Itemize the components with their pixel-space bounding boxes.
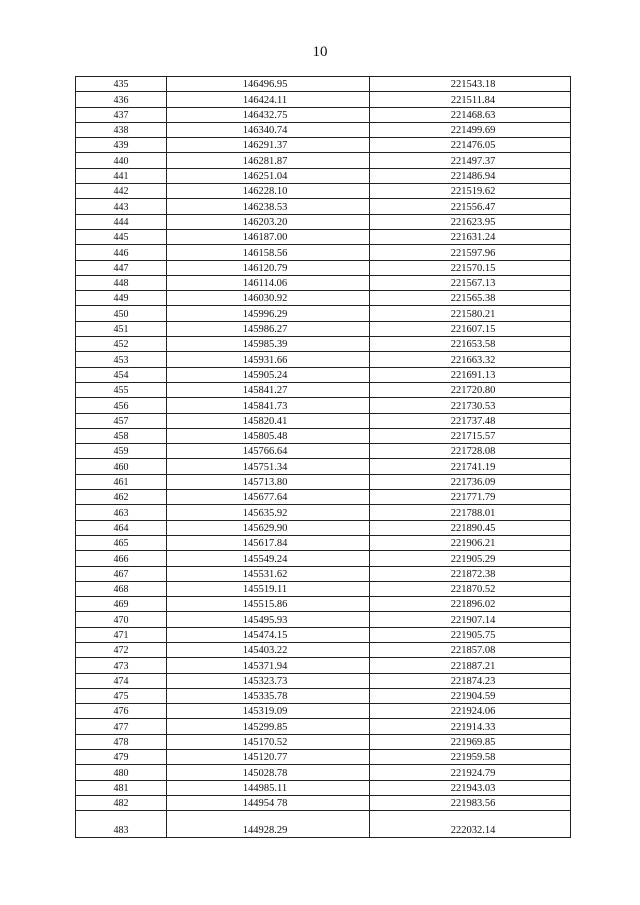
x-coordinate-cell: 145531.62 [167,566,370,581]
table-row [76,77,571,92]
y-coordinate-cell: 221623.95 [370,214,571,229]
point-number-cell: 471 [76,627,167,642]
x-coordinate-cell: 146496.95 [167,77,370,92]
point-number-cell: 459 [76,444,167,459]
x-coordinate-cell: 145170.52 [167,734,370,749]
point-number-cell: 456 [76,398,167,413]
point-number-cell: 466 [76,551,167,566]
x-coordinate-cell: 145751.34 [167,459,370,474]
x-coordinate-cell: 146228.10 [167,184,370,199]
y-coordinate-cell: 221737.48 [370,413,571,428]
point-number-cell: 474 [76,673,167,688]
x-coordinate-cell: 145519.11 [167,581,370,596]
point-number-cell: 450 [76,306,167,321]
y-coordinate-cell: 221728.08 [370,444,571,459]
y-coordinate-cell: 221969.85 [370,734,571,749]
x-coordinate-cell: 145986.27 [167,321,370,336]
x-coordinate-cell: 146238.53 [167,199,370,214]
y-coordinate-cell: 221896.02 [370,597,571,612]
y-coordinate-cell: 221468.63 [370,107,571,122]
table-row [76,245,571,260]
x-coordinate-cell: 145629.90 [167,520,370,535]
y-coordinate-cell: 221565.38 [370,291,571,306]
y-coordinate-cell: 221486.94 [370,168,571,183]
y-coordinate-cell: 221580.21 [370,306,571,321]
x-coordinate-cell: 145996.29 [167,306,370,321]
y-coordinate-cell: 221959.58 [370,750,571,765]
table-row [76,765,571,780]
table-row [76,581,571,596]
point-number-cell: 476 [76,704,167,719]
x-coordinate-cell: 145677.64 [167,490,370,505]
y-coordinate-cell: 221556.47 [370,199,571,214]
point-number-cell: 449 [76,291,167,306]
point-number-cell: 478 [76,734,167,749]
y-coordinate-cell: 221905.75 [370,627,571,642]
table-row [76,92,571,107]
point-number-cell: 436 [76,92,167,107]
point-number-cell: 442 [76,184,167,199]
point-number-cell: 454 [76,367,167,382]
table-row [76,199,571,214]
y-coordinate-cell: 221741.19 [370,459,571,474]
point-number-cell: 460 [76,459,167,474]
table-row [76,459,571,474]
point-number-cell: 480 [76,765,167,780]
y-coordinate-cell: 221905.29 [370,551,571,566]
table-row [76,688,571,703]
y-coordinate-cell: 221476.05 [370,138,571,153]
point-number-cell: 467 [76,566,167,581]
y-coordinate-cell: 221771.79 [370,490,571,505]
x-coordinate-cell: 145323.73 [167,673,370,688]
y-coordinate-cell: 221872.38 [370,566,571,581]
point-number-cell: 447 [76,260,167,275]
x-coordinate-cell: 146340.74 [167,122,370,137]
point-number-cell: 448 [76,275,167,290]
y-coordinate-cell: 221511.84 [370,92,571,107]
y-coordinate-cell: 221736.09 [370,474,571,489]
point-number-cell: 441 [76,168,167,183]
x-coordinate-cell: 146251.04 [167,168,370,183]
y-coordinate-cell: 221715.57 [370,428,571,443]
y-coordinate-cell: 221570.15 [370,260,571,275]
table-row [76,382,571,397]
table-row [76,597,571,612]
y-coordinate-cell: 221597.96 [370,245,571,260]
table-row [76,184,571,199]
x-coordinate-cell: 145403.22 [167,642,370,657]
table-row [76,642,571,657]
point-number-cell: 462 [76,490,167,505]
table-row [76,367,571,382]
table-row [76,704,571,719]
y-coordinate-cell: 221663.32 [370,352,571,367]
y-coordinate-cell: 221887.21 [370,658,571,673]
table-row [76,673,571,688]
x-coordinate-cell: 145905.24 [167,367,370,382]
x-coordinate-cell: 144928.29 [167,811,370,838]
y-coordinate-cell: 221890.45 [370,520,571,535]
y-coordinate-cell: 221543.18 [370,77,571,92]
y-coordinate-cell: 221904.59 [370,688,571,703]
point-number-cell: 444 [76,214,167,229]
x-coordinate-cell: 145841.73 [167,398,370,413]
table-row [76,321,571,336]
x-coordinate-cell: 146432.75 [167,107,370,122]
x-coordinate-cell: 146424.11 [167,92,370,107]
x-coordinate-cell: 145028.78 [167,765,370,780]
y-coordinate-cell: 221914.33 [370,719,571,734]
table-row [76,337,571,352]
table-row [76,138,571,153]
y-coordinate-cell: 221499.69 [370,122,571,137]
point-number-cell: 445 [76,229,167,244]
point-number-cell: 468 [76,581,167,596]
table-row [76,275,571,290]
table-row [76,474,571,489]
y-coordinate-cell: 221924.79 [370,765,571,780]
point-number-cell: 483 [76,811,167,838]
point-number-cell: 451 [76,321,167,336]
point-number-cell: 446 [76,245,167,260]
point-number-cell: 477 [76,719,167,734]
table-row [76,352,571,367]
point-number-cell: 461 [76,474,167,489]
coordinates-table [75,76,571,838]
table-row [76,535,571,550]
x-coordinate-cell: 145766.64 [167,444,370,459]
table-row [76,168,571,183]
x-coordinate-cell: 145371.94 [167,658,370,673]
y-coordinate-cell: 221924.06 [370,704,571,719]
y-coordinate-cell: 221874.23 [370,673,571,688]
table-row [76,444,571,459]
y-coordinate-cell: 221870.52 [370,581,571,596]
x-coordinate-cell: 145299.85 [167,719,370,734]
y-coordinate-cell: 221730.53 [370,398,571,413]
x-coordinate-cell: 146203.20 [167,214,370,229]
y-coordinate-cell: 221943.03 [370,780,571,795]
point-number-cell: 463 [76,505,167,520]
y-coordinate-cell: 221907.14 [370,612,571,627]
x-coordinate-cell: 145120.77 [167,750,370,765]
x-coordinate-cell: 146187.00 [167,229,370,244]
table-row [76,122,571,137]
point-number-cell: 455 [76,382,167,397]
point-number-cell: 435 [76,77,167,92]
y-coordinate-cell: 222032.14 [370,811,571,838]
table-row [76,428,571,443]
table-row [76,153,571,168]
point-number-cell: 475 [76,688,167,703]
y-coordinate-cell: 221519.62 [370,184,571,199]
point-number-cell: 469 [76,597,167,612]
table-row [76,795,571,810]
x-coordinate-cell: 144954 78 [167,795,370,810]
y-coordinate-cell: 221720.80 [370,382,571,397]
point-number-cell: 473 [76,658,167,673]
table-row [76,551,571,566]
y-coordinate-cell: 221788.01 [370,505,571,520]
table-row [76,260,571,275]
y-coordinate-cell: 221857.08 [370,642,571,657]
table-row [76,658,571,673]
x-coordinate-cell: 146120.79 [167,260,370,275]
point-number-cell: 481 [76,780,167,795]
table-row [76,811,571,838]
y-coordinate-cell: 221906.21 [370,535,571,550]
x-coordinate-cell: 146158.56 [167,245,370,260]
x-coordinate-cell: 145841.27 [167,382,370,397]
point-number-cell: 438 [76,122,167,137]
x-coordinate-cell: 145635.92 [167,505,370,520]
point-number-cell: 472 [76,642,167,657]
y-coordinate-cell: 221567.13 [370,275,571,290]
x-coordinate-cell: 145805.48 [167,428,370,443]
x-coordinate-cell: 145617.84 [167,535,370,550]
x-coordinate-cell: 146030.92 [167,291,370,306]
table-row [76,229,571,244]
table-row [76,398,571,413]
table-row [76,627,571,642]
point-number-cell: 465 [76,535,167,550]
coordinates-table-body [76,77,571,838]
table-row [76,719,571,734]
x-coordinate-cell: 145549.24 [167,551,370,566]
table-row [76,734,571,749]
point-number-cell: 464 [76,520,167,535]
x-coordinate-cell: 145515.86 [167,597,370,612]
point-number-cell: 482 [76,795,167,810]
point-number-cell: 437 [76,107,167,122]
table-row [76,780,571,795]
table-row [76,750,571,765]
table-row [76,505,571,520]
x-coordinate-cell: 145335.78 [167,688,370,703]
y-coordinate-cell: 221607.15 [370,321,571,336]
y-coordinate-cell: 221497.37 [370,153,571,168]
x-coordinate-cell: 146291.37 [167,138,370,153]
x-coordinate-cell: 145931.66 [167,352,370,367]
point-number-cell: 443 [76,199,167,214]
point-number-cell: 453 [76,352,167,367]
table-row [76,413,571,428]
table-row [76,214,571,229]
x-coordinate-cell: 145985.39 [167,337,370,352]
point-number-cell: 440 [76,153,167,168]
table-row [76,107,571,122]
point-number-cell: 479 [76,750,167,765]
y-coordinate-cell: 221983.56 [370,795,571,810]
x-coordinate-cell: 145495.93 [167,612,370,627]
x-coordinate-cell: 145474.15 [167,627,370,642]
point-number-cell: 439 [76,138,167,153]
y-coordinate-cell: 221691.13 [370,367,571,382]
y-coordinate-cell: 221631.24 [370,229,571,244]
x-coordinate-cell: 145820.41 [167,413,370,428]
table-row [76,566,571,581]
x-coordinate-cell: 146281.87 [167,153,370,168]
point-number-cell: 470 [76,612,167,627]
point-number-cell: 457 [76,413,167,428]
x-coordinate-cell: 146114.06 [167,275,370,290]
point-number-cell: 458 [76,428,167,443]
table-row [76,612,571,627]
x-coordinate-cell: 144985.11 [167,780,370,795]
table-row [76,520,571,535]
point-number-cell: 452 [76,337,167,352]
table-row [76,490,571,505]
x-coordinate-cell: 145319.09 [167,704,370,719]
page-number: 10 [312,44,328,60]
table-row [76,291,571,306]
table-row [76,306,571,321]
y-coordinate-cell: 221653.58 [370,337,571,352]
x-coordinate-cell: 145713.80 [167,474,370,489]
